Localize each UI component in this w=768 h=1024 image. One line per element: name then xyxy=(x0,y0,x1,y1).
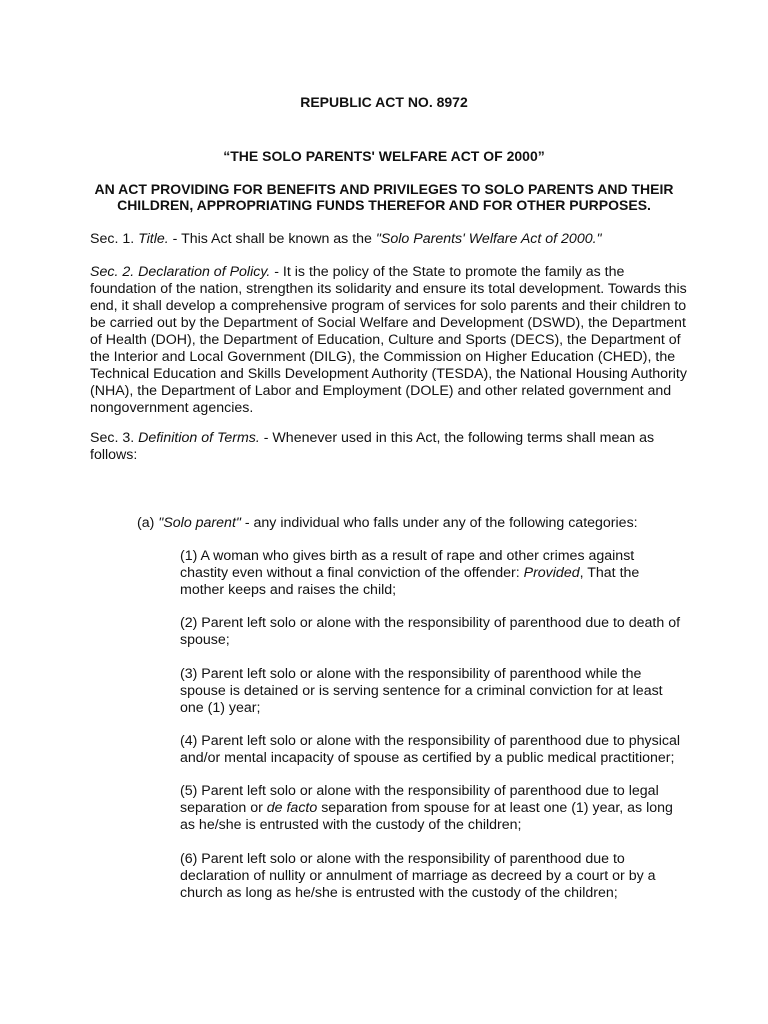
long-title-line-2: CHILDREN, APPROPRIATING FUNDS THEREFOR AND FOR OTHER PURPOSES. xyxy=(117,197,651,213)
section-2 xyxy=(90,264,690,417)
section-1-prefix: Sec. 1. xyxy=(90,231,139,247)
definition-text: - any individual who falls under any of the following categories: xyxy=(240,515,638,531)
category-item-5-emphasis: de facto xyxy=(266,800,318,816)
category-item-1-text-a: (1) A woman who gives birth as a result of rape and other crimes against chastity even without a final conviction of the offender: xyxy=(180,548,635,581)
section-2-heading: Sec. 2. Declaration of Policy. xyxy=(90,264,271,280)
act-long-title xyxy=(80,181,688,213)
category-item-2: (2) Parent left solo or alone with the responsibility of parenthood due to death of spouse; xyxy=(180,615,681,648)
section-1 xyxy=(90,231,690,248)
section-3-prefix: Sec. 3. xyxy=(90,430,139,446)
category-item-1-emphasis: Provided xyxy=(523,565,580,581)
long-title-line-1: AN ACT PROVIDING FOR BENEFITS AND PRIVILEGES TO SOLO PARENTS AND THEIR xyxy=(94,181,674,197)
definition-label: (a) xyxy=(137,515,159,531)
act-name-heading: “THE SOLO PARENTS' WELFARE ACT OF 2000” xyxy=(223,148,545,164)
category-item-6: (6) Parent left solo or alone with the responsibility of parenthood due to declaration of nullity or annulment of marriage as decreed by a court or by a church as long as he/she is entrusted with the custody of the children; xyxy=(180,851,656,901)
section-3-text: - Whenever used in this Act, the following terms shall mean as follows: xyxy=(90,430,655,463)
section-1-heading: Title. xyxy=(138,231,169,247)
category-item-5-text-a: (5) Parent left solo or alone with the responsibility of parenthood due to legal separation or xyxy=(180,783,659,816)
document-title: REPUBLIC ACT NO. 8972 xyxy=(300,94,468,110)
section-1-act-name: "Solo Parents' Welfare Act of 2000." xyxy=(375,231,602,247)
category-item-5 xyxy=(180,783,685,834)
category-item-4: (4) Parent left solo or alone with the responsibility of parenthood due to physical and/or mental incapacity of spouse as certified by a public medical practitioner; xyxy=(180,733,681,766)
section-1-text: - This Act shall be known as the xyxy=(168,231,376,247)
category-item-1 xyxy=(180,548,685,599)
definition-solo-parent xyxy=(137,515,697,532)
section-2-text: - It is the policy of the State to promote the family as the foundation of the nation, strengthen its solidarity and ensure its total development. Towards this end, it shall develop a comprehensive program of services for solo parents and their children to be carried out by the Department of Social Welfare and Development (DSWD), the Department of Health (DOH), the Department of Education, Culture and Sports (DECS), the Department of the Interior and Local Government (DILG), the Commission on Higher Education (CHED), the Technical Education and Skills Development Authority (TESDA), the National Housing Authority (NHA), the Department of Labor and Employment (DOLE) and other related government and nongovernment agencies. xyxy=(90,264,687,416)
category-item-1-text-b: , That the mother keeps and raises the child; xyxy=(180,565,640,598)
category-item-3: (3) Parent left solo or alone with the responsibility of parenthood while the spouse is detained or is serving sentence for a criminal conviction for at least one (1) year; xyxy=(180,666,663,716)
definition-term: "Solo parent" xyxy=(158,515,241,531)
category-item-5-text-b: separation from spouse for at least one (1) year, as long as he/she is entrusted with the custody of the children; xyxy=(180,800,673,833)
section-3 xyxy=(90,430,690,464)
section-3-heading: Definition of Terms. xyxy=(138,430,260,446)
